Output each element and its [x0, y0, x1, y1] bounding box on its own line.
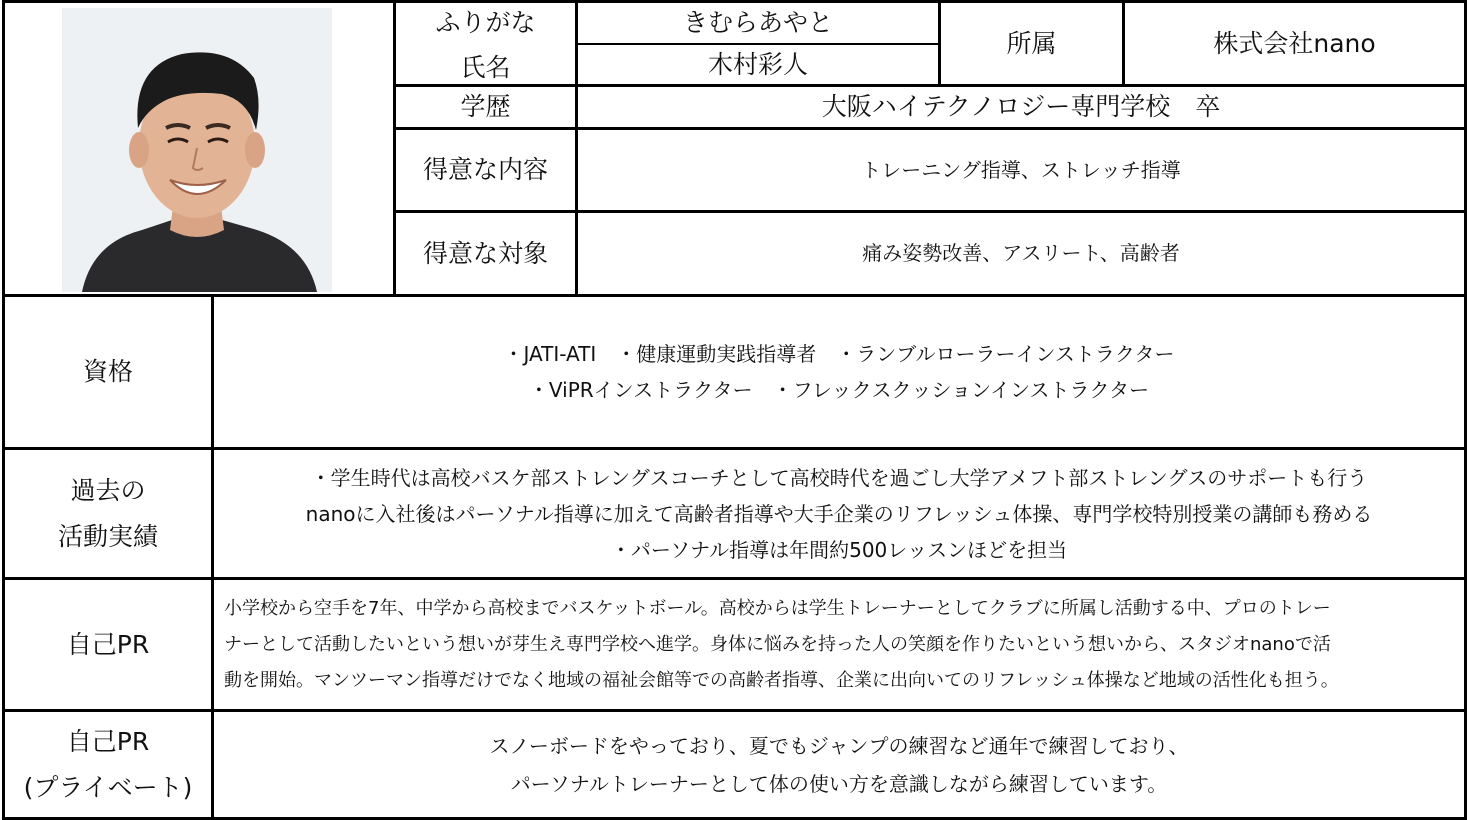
- specialty-label: 得意な内容: [422, 155, 548, 185]
- activity-line: ・パーソナル指導は年間約500レッスンほどを担当: [610, 537, 1068, 562]
- education-value: 大阪ハイテクノロジー専門学校 卒: [821, 92, 1221, 122]
- person-photo-icon: [62, 8, 332, 292]
- affiliation-label: 所属: [1006, 28, 1057, 58]
- self-pr-label: 自己PR: [66, 629, 150, 659]
- profile-photo: [62, 8, 332, 292]
- activity-line: ・学生時代は高校バスケ部ストレングスコーチとして高校時代を過ごし大学アメフト部ストレングスのサポートも行う: [310, 465, 1368, 490]
- self-pr-private-line: パーソナルトレーナーとして体の使い方を意識しながら練習しています。: [510, 771, 1168, 796]
- activities-list: [214, 450, 1464, 577]
- self-pr-line: ナーとして活動したいという想いが芽生え専門学校へ進学。身体に悩みを持った人の笑顔を作りたいという想いから、スタジオnanoで活: [224, 633, 1331, 655]
- name-value: 木村彩人: [707, 50, 808, 80]
- furigana-label: ふりがな: [435, 8, 536, 38]
- education-label: 学歴: [460, 92, 511, 122]
- self-pr-private-label: [5, 712, 211, 817]
- activities-label-line: 過去の: [70, 475, 146, 505]
- target-value: 痛み姿勢改善、アスリート、高齢者: [862, 241, 1180, 265]
- specialty-value: トレーニング指導、ストレッチ指導: [861, 157, 1181, 182]
- qualification-line: ・ViPRインストラクター ・フレックスクッションインストラクター: [528, 378, 1150, 402]
- self-pr-text: [214, 580, 1464, 709]
- self-pr-private-line: スノーボードをやっており、夏でもジャンプの練習など通年で練習しており、: [489, 733, 1189, 758]
- self-pr-private-label-line: (プライベート): [23, 772, 193, 802]
- target-label: 得意な対象: [422, 238, 548, 268]
- qualification-line: ・JATI-ATI ・健康運動実践指導者 ・ランブルローラーインストラクター: [503, 342, 1175, 366]
- self-pr-private-label-line: 自己PR: [66, 726, 150, 756]
- self-pr-line: 小学校から空手を7年、中学から高校までバスケットボール。高校からは学生トレーナーとしてクラブに所属し活動する中、プロのトレー: [224, 597, 1331, 619]
- activities-label-line: 活動実績: [57, 521, 158, 551]
- qualifications-list: [214, 297, 1464, 447]
- affiliation-value: 株式会社nano: [1213, 28, 1376, 58]
- activities-label: [5, 450, 211, 577]
- furigana-value: きむらあやと: [682, 8, 833, 38]
- self-pr-line: 動を開始。マンツーマン指導だけでなく地域の福祉会館等での高齢者指導、企業に出向いてのリフレッシュ体操など地域の活性化も担う。: [224, 669, 1339, 691]
- name-label: 氏名: [460, 53, 511, 83]
- activity-line: nanoに入社後はパーソナル指導に加えて高齢者指導や大手企業のリフレッシュ体操、専門学校特別授業の講師も務める: [305, 501, 1373, 526]
- qualifications-label: 資格: [82, 357, 133, 387]
- self-pr-private-text: [214, 712, 1464, 817]
